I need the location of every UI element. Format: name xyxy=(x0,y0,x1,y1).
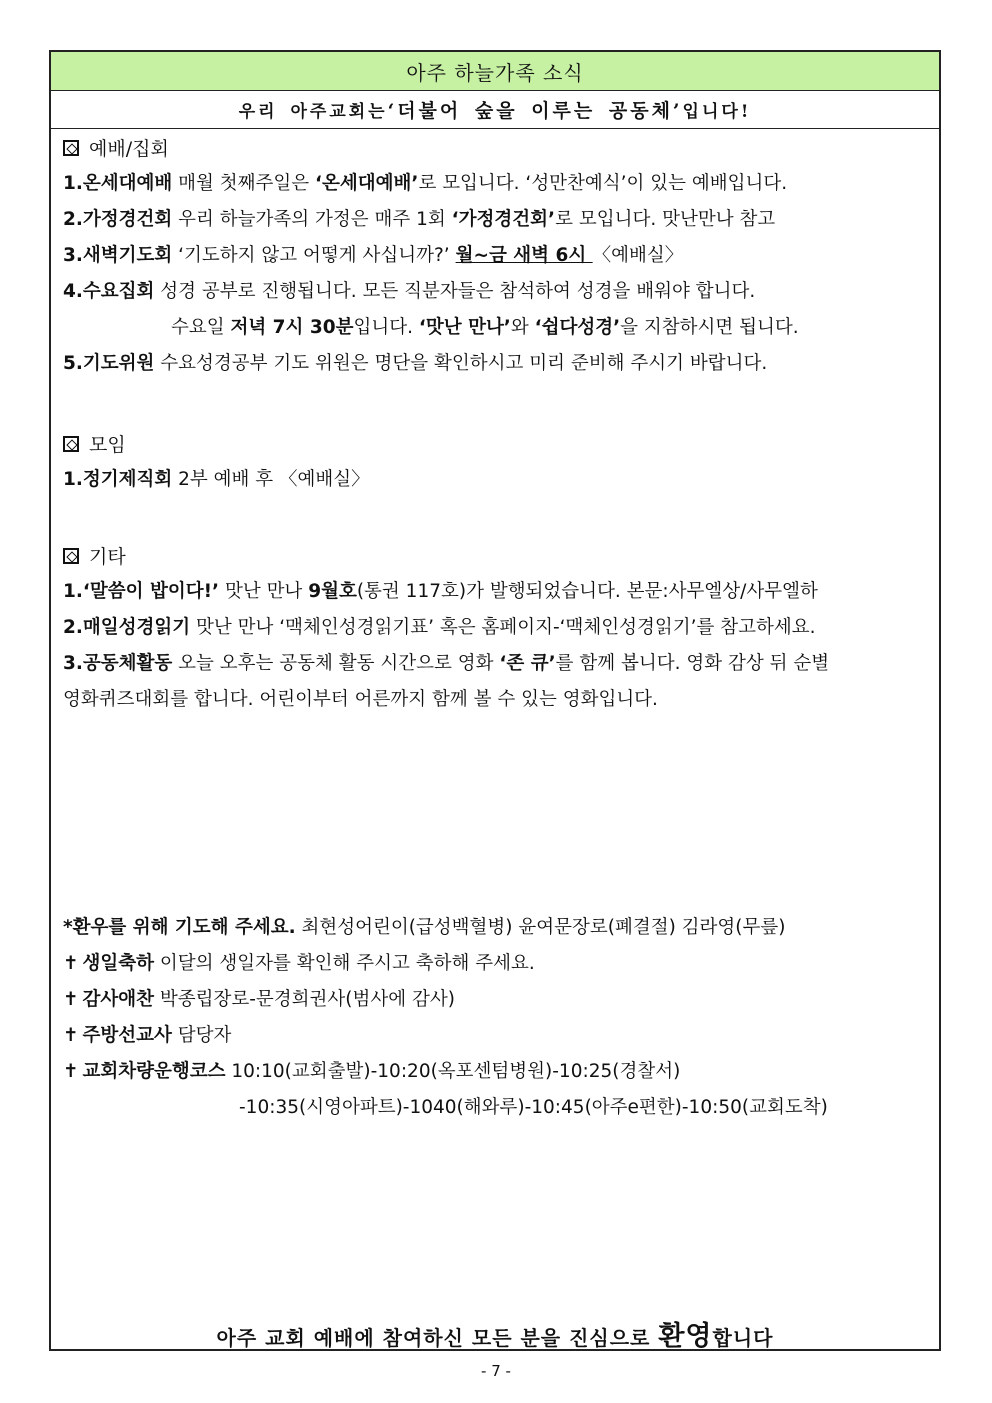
etc-item-3-cont: 영화퀴즈대회를 합니다. 어린이부터 어른까지 함께 볼 수 있는 영화입니다. xyxy=(63,689,658,710)
worship-item-5: 5.기도위원 수요성경공부 기도 위원은 명단을 확인하시고 미리 준비해 주시기 바랍니다. xyxy=(63,353,768,374)
worship-item-4: 4.수요집회 성경 공부로 진행됩니다. 모든 직분자들은 참석하여 성경을 배워야 합니다. xyxy=(63,281,756,302)
section-heading-etc: 기타 xyxy=(63,542,126,569)
worship-item-4-cont: 수요일 저녁 7시 30분입니다. ‘맛난 만나’와 ‘쉽다성경’을 지참하시면 됩니다. xyxy=(171,317,799,338)
cross-icon: ✝ xyxy=(63,989,79,1010)
worship-item-3: 3.새벽기도회 ‘기도하지 않고 어떻게 사십니까?’ 월~금 새벽 6시 〈예배실〉 xyxy=(63,245,684,266)
notice-bus: ✝ 교회차량운행코스 10:10(교회출발)-10:20(옥포센텀병원)-10:25(경찰서) xyxy=(63,1061,681,1082)
etc-item-3: 3.공동체활동 오늘 오후는 공동체 활동 시간으로 영화 ‘존 큐’를 함께 봅니다. 영화 감상 뒤 순별 xyxy=(63,653,830,674)
subtitle-after: 입니다! xyxy=(682,102,752,122)
newsletter-subtitle xyxy=(51,91,939,129)
diamond-box-icon xyxy=(63,140,79,156)
notice-thanks: ✝ 감사애찬 박종립장로-문경희권사(범사에 감사) xyxy=(63,989,455,1010)
notice-prayer: *환우를 위해 기도해 주세요. 최현성어린이(급성백혈병) 윤여문장로(폐결절) 김라영(무릎) xyxy=(63,917,786,938)
newsletter-title: 아주 하늘가족 소식 xyxy=(51,52,939,91)
diamond-box-icon xyxy=(63,436,79,452)
etc-item-1: 1.‘말씀이 밥이다!’ 맛난 만나 9월호(통권 117호)가 발행되었습니다. 본문:사무엘상/사무엘하 xyxy=(63,581,818,602)
section-heading-meeting: 모임 xyxy=(63,430,126,457)
meeting-item-1: 1.정기제직회 2부 예배 후 〈예배실〉 xyxy=(63,469,370,490)
notice-kitchen: ✝ 주방선교사 담당자 xyxy=(63,1025,232,1046)
worship-item-2: 2.가정경건회 우리 하늘가족의 가정은 매주 1회 ‘가정경건회’로 모입니다. 맛난만나 참고 xyxy=(63,209,776,230)
cross-icon: ✝ xyxy=(63,1025,79,1046)
notice-birthday: ✝ 생일축하 이달의 생일자를 확인해 주시고 축하해 주세요. xyxy=(63,953,535,974)
cross-icon: ✝ xyxy=(63,1061,79,1082)
subtitle-quote: ‘더불어 숲을 이루는 공동체’ xyxy=(387,100,683,122)
newsletter-frame xyxy=(49,50,941,1351)
diamond-box-icon xyxy=(63,548,79,564)
worship-item-1: 1.온세대예배 매월 첫째주일은 ‘온세대예배’로 모입니다. ‘성만찬예식’이 있는 예배입니다. xyxy=(63,173,788,194)
page-number: - 7 - xyxy=(481,1362,511,1380)
section-heading-worship: 예배/집회 xyxy=(63,134,169,161)
notice-bus-cont: -10:35(시영아파트)-1040(해와루)-10:45(아주e편한)-10:50(교회도착) xyxy=(239,1097,828,1118)
welcome-message: 아주 교회 예배에 참여하신 모든 분을 진심으로 환영합니다 xyxy=(216,1321,774,1352)
subtitle-before: 우리 아주교회는 xyxy=(238,102,388,122)
etc-item-2: 2.매일성경읽기 맛난 만나 ‘맥체인성경읽기표’ 혹은 홈페이지-‘맥체인성경읽기’를 참고하세요. xyxy=(63,617,816,638)
cross-icon: ✝ xyxy=(63,953,79,974)
